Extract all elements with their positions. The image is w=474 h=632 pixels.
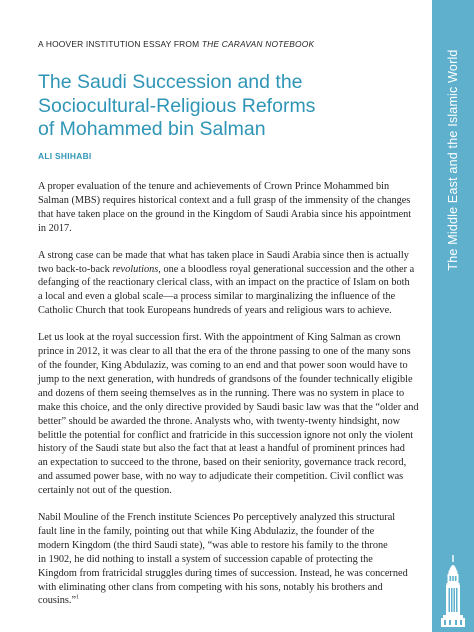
text-line: make this choice, and the only directive provided by Saudi basic law was that the “older and: [38, 401, 419, 413]
series-title: The Middle East and the Islamic World: [446, 49, 460, 271]
text-line: belittle the potential for conflict and fratricide in this succession ignore not only the violent: [38, 429, 414, 441]
series-sidebar: [432, 0, 474, 632]
kicker-prefix: A HOOVER INSTITUTION ESSAY FROM: [38, 39, 202, 49]
paragraph: [38, 511, 414, 608]
text-line: prince in 2012, it was clear to all that the era of the throne passing to one of the many sons: [38, 346, 411, 358]
text-fragment: , one a bloodless royal generational succession and the other a: [158, 263, 415, 275]
paragraph: [38, 180, 414, 236]
text-line: A proper evaluation of the tenure and achievements of Crown Prince Mohammed bin: [38, 181, 390, 192]
title-line: The Saudi Succession and the: [38, 71, 303, 94]
title-line: of Mohammed bin Salman: [38, 118, 266, 141]
text-line: Let us look at the royal succession first. With the appointment of King Salman as crown: [38, 332, 401, 344]
text-line: that have taken place on the ground in the Kingdom of Saudi Arabia since his appointment: [38, 208, 412, 220]
title-line: Sociocultural-Religious Reforms: [38, 94, 316, 117]
text-line: in 1902, he did nothing to install a system of succession capable of protecting the: [38, 553, 373, 565]
text-fragment: cousins.”: [38, 595, 77, 607]
text-line-with-footnote: [38, 594, 414, 608]
paragraph: [38, 249, 414, 319]
text-line: Nabil Mouline of the French institute Sciences Po perceptively analyzed this structural: [38, 512, 396, 524]
text-line: defanging of the reactionary clerical class, with an impact on the practice of Islam on both: [38, 277, 410, 289]
emphasis-revolutions: revolutions: [112, 263, 159, 275]
essay-body: [38, 180, 419, 621]
text-line: and assumed power base, with no way to adjudicate their competition. Civil conflict was: [38, 471, 404, 483]
text-line: and dozens of them seeing themselves as in the running. There was no system in place to: [38, 387, 405, 399]
text-line: jump to the next generation, with hundreds of grandsons of the founder technically eligible: [38, 373, 413, 385]
paragraph: [38, 331, 419, 498]
text-line: with eliminating other clans from competing with his sons, notably his brothers and: [38, 581, 383, 593]
text-line: A strong case can be made that what has taken place in Saudi Arabia since then is actually: [38, 249, 409, 261]
text-line-mixed: [38, 263, 414, 277]
essay-title: [38, 71, 418, 142]
kicker-source: THE CARAVAN NOTEBOOK: [201, 39, 315, 49]
text-fragment: two back-to-back: [38, 263, 113, 275]
text-line: a local and even a global scale—a process similar to marginalizing the influence of the: [38, 291, 396, 303]
hoover-tower-icon: [440, 555, 466, 627]
text-line: in 2017.: [38, 222, 72, 234]
text-line: modern Kingdom (the third Saudi state), “was able to restore his family to the throne: [38, 539, 388, 551]
text-line: Catholic Church that took Europeans hundreds of years and religious wars to achieve.: [38, 305, 392, 317]
text-line: Kingdom from fratricidal struggles during times of succession. Instead, he was concerned: [38, 567, 408, 579]
author-byline: ALI SHIHABI: [38, 151, 92, 161]
text-line: certainly not out of the question.: [38, 485, 172, 497]
text-line: fault line in the family, pointing out that while King Abdulaziz, the founder of the: [38, 525, 375, 537]
text-line: Salman (MBS) requires historical context and a full grasp of the immensity of the changes: [38, 194, 411, 206]
text-line: an expectation to succeed to the throne, based on their seniority, governance track record,: [38, 457, 407, 469]
text-line: of the founder, King Abdulaziz, was coming to an end and that power soon would have to: [38, 359, 408, 371]
essay-kicker: [38, 39, 314, 49]
text-line: history of the Saudi state but also the fact that at least a handful of prominent princes had: [38, 443, 405, 455]
text-line: better” should be awarded the throne. Analysts who, with twenty-twenty hindsight, now: [38, 415, 401, 427]
footnote-reference[interactable]: 1: [76, 595, 80, 602]
